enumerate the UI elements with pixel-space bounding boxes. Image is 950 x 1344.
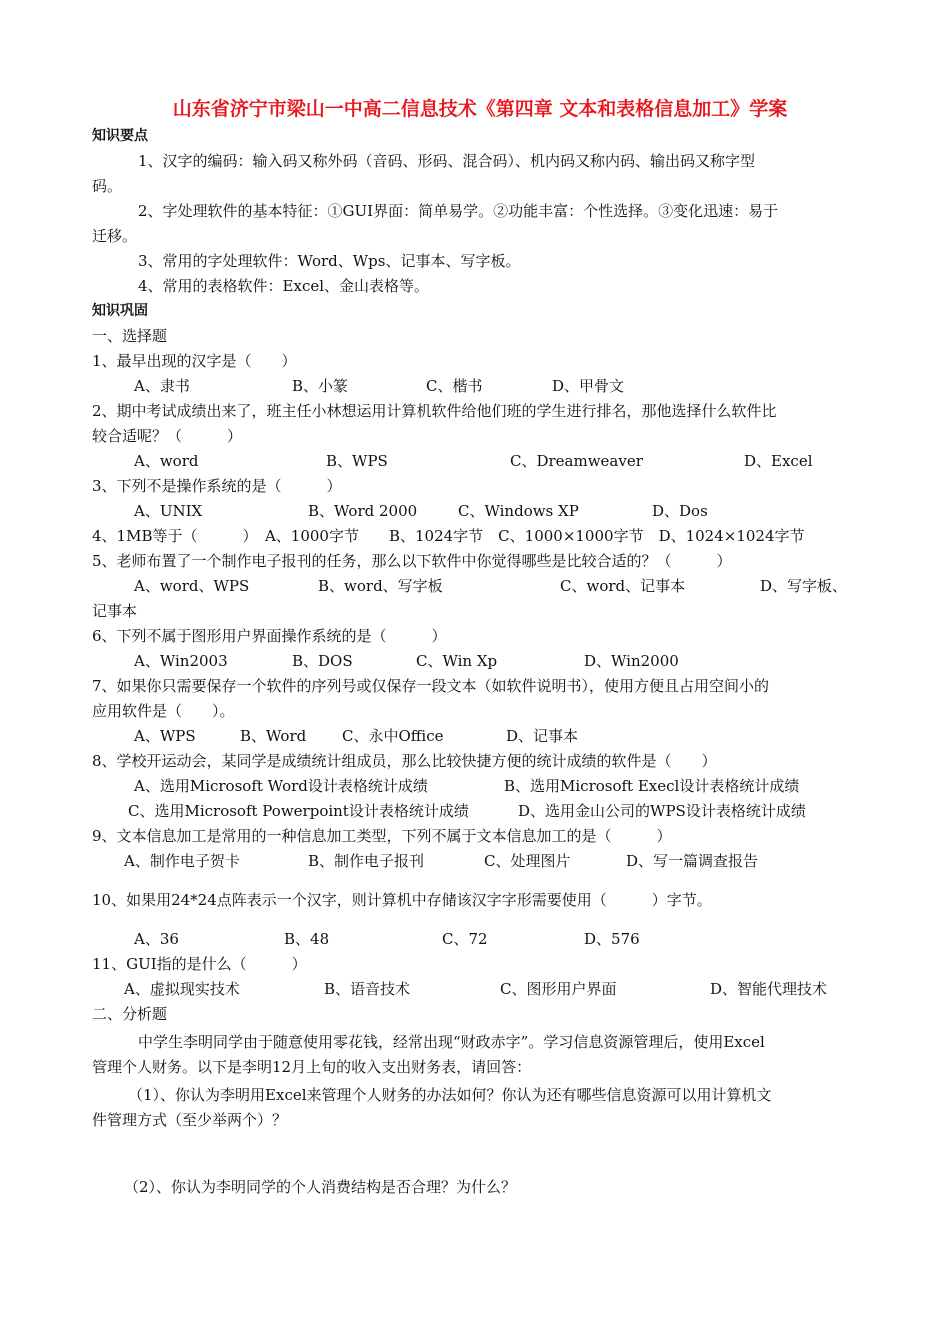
option-d: D、写一篇调查报告 <box>626 852 759 870</box>
option-d: D、甲骨文 <box>552 377 625 395</box>
question-5-options-continued: 记事本 <box>92 602 138 620</box>
question-6-options <box>92 649 868 674</box>
point-1-line-1: 1、汉字的编码：输入码又称外码（音码、形码、混合码）、机内码又称内码、输出码又称字型 <box>138 152 756 170</box>
option-b: B、Word 2000 <box>308 502 418 520</box>
point-1-line-2: 码。 <box>92 177 123 195</box>
option-a: A、UNIX <box>134 502 203 520</box>
question-7-options <box>92 724 868 749</box>
option-d: D、Dos <box>652 502 708 520</box>
question-4-stem: 4、1MB等于（ ） A、1000字节 B、1024字节 C、1000×1000字节 D、1024×1024字节 <box>92 527 805 545</box>
option-d: D、Excel <box>744 452 813 470</box>
option-a: A、36 <box>134 930 179 948</box>
point-2-line-2: 迁移。 <box>92 227 138 245</box>
question-3-stem: 3、下列不是操作系统的是（ ） <box>92 477 342 495</box>
option-a: A、WPS <box>134 727 196 745</box>
answer-space <box>92 1133 868 1175</box>
option-b: B、DOS <box>292 652 353 670</box>
option-d: D、写字板、 <box>760 577 848 595</box>
option-c: C、Dreamweaver <box>510 452 643 470</box>
option-a: A、虚拟现实技术 <box>124 980 240 998</box>
option-c: C、word、记事本 <box>560 577 686 595</box>
question-10-options <box>92 927 868 952</box>
question-8-options-row-2 <box>92 799 868 824</box>
option-b: B、48 <box>284 930 330 948</box>
option-a: A、隶书 <box>134 377 190 395</box>
question-2-stem-line-2: 较合适呢？（ ） <box>92 427 243 445</box>
point-3: 3、常用的字处理软件：Word、Wps、记事本、写字板。 <box>138 252 521 270</box>
analysis-intro-line-2: 管理个人财务。以下是李明12月上旬的收入支出财务表，请回答： <box>92 1058 532 1076</box>
point-4: 4、常用的表格软件：Excel、金山表格等。 <box>138 277 430 295</box>
question-11-stem: 11、GUI指的是什么（ ） <box>92 955 307 973</box>
option-b: B、选用Microsoft Execl设计表格统计成绩 <box>504 777 800 795</box>
option-c: C、楷书 <box>426 377 483 395</box>
analysis-question-1-line-2: 件管理方式（至少举两个）？ <box>92 1111 288 1129</box>
question-3-options <box>92 499 868 524</box>
question-9-stem: 9、文本信息加工是常用的一种信息加工类型，下列不属于文本信息加工的是（ ） <box>92 827 672 845</box>
question-10-stem: 10、如果用24*24点阵表示一个汉字，则计算机中存储该汉字字形需要使用（ ）字节。 <box>92 891 712 909</box>
option-b: B、制作电子报刊 <box>308 852 425 870</box>
worksheet-body <box>92 124 868 1200</box>
question-8-options-row-1 <box>92 774 868 799</box>
option-a: A、制作电子贺卡 <box>124 852 240 870</box>
question-1-options <box>92 374 868 399</box>
question-2-options <box>92 449 868 474</box>
section-heading-analysis: 二、分析题 <box>92 1005 168 1023</box>
section-heading-consolidate: 知识巩固 <box>92 303 148 319</box>
section-heading-choice: 一、选择题 <box>92 327 168 345</box>
question-7-stem-line-1: 7、如果你只需要保存一个软件的序列号或仅保存一段文本（如软件说明书），使用方便且占用空间小的 <box>92 677 770 695</box>
option-a: A、Win2003 <box>134 652 228 670</box>
option-a: A、选用Microsoft Word设计表格统计成绩 <box>134 777 428 795</box>
option-b: B、小篆 <box>292 377 349 395</box>
page-title: 山东省济宁市梁山一中高二信息技术《第四章 文本和表格信息加工》学案 <box>172 98 788 120</box>
option-c: C、72 <box>442 930 488 948</box>
option-c: C、Win Xp <box>416 652 498 670</box>
option-a: A、word <box>134 452 199 470</box>
option-d: D、Win2000 <box>584 652 679 670</box>
point-2-line-1: 2、字处理软件的基本特征：①GUI界面：简单易学。②功能丰富：个性选择。③变化迅速：易于 <box>138 202 779 220</box>
option-b: B、WPS <box>326 452 388 470</box>
question-11-options <box>92 977 868 1002</box>
option-c: C、处理图片 <box>484 852 571 870</box>
question-5-stem: 5、老师布置了一个制作电子报刊的任务，那么以下软件中你觉得哪些是比较合适的？（ ） <box>92 552 732 570</box>
option-b: B、word、写字板 <box>318 577 443 595</box>
option-d: D、智能代理技术 <box>710 980 828 998</box>
question-8-stem: 8、学校开运动会，某同学是成绩统计组成员，那么比较快捷方便的统计成绩的软件是（ ） <box>92 752 717 770</box>
option-b: B、语音技术 <box>324 980 411 998</box>
analysis-question-2: （2）、你认为李明同学的个人消费结构是否合理？为什么？ <box>124 1178 517 1196</box>
option-c: C、Windows XP <box>458 502 579 520</box>
option-c: C、永中Office <box>342 727 444 745</box>
question-2-stem-line-1: 2、期中考试成绩出来了，班主任小林想运用计算机软件给他们班的学生进行排名，那他选择什么软件比 <box>92 402 777 420</box>
question-7-stem-line-2: 应用软件是（ ）。 <box>92 702 235 720</box>
analysis-question-1-line-1: （1）、你认为李明用Excel来管理个人财务的办法如何？你认为还有哪些信息资源可以用计算机文 <box>128 1086 772 1104</box>
option-d: D、选用金山公司的WPS设计表格统计成绩 <box>518 802 806 820</box>
option-d: D、记事本 <box>506 727 579 745</box>
analysis-intro-line-1: 中学生李明同学由于随意使用零花钱，经常出现“财政赤字”。学习信息资源管理后，使用Excel <box>138 1033 765 1051</box>
option-a: A、word、WPS <box>134 577 250 595</box>
option-c: C、图形用户界面 <box>500 980 617 998</box>
option-d: D、576 <box>584 930 640 948</box>
question-5-options <box>92 574 868 599</box>
section-heading-points: 知识要点 <box>92 128 148 144</box>
option-c: C、选用Microsoft Powerpoint设计表格统计成绩 <box>128 802 469 820</box>
option-b: B、Word <box>240 727 307 745</box>
question-9-options <box>92 849 868 874</box>
question-6-stem: 6、下列不属于图形用户界面操作系统的是（ ） <box>92 627 447 645</box>
question-1-stem: 1、最早出现的汉字是（ ） <box>92 352 297 370</box>
